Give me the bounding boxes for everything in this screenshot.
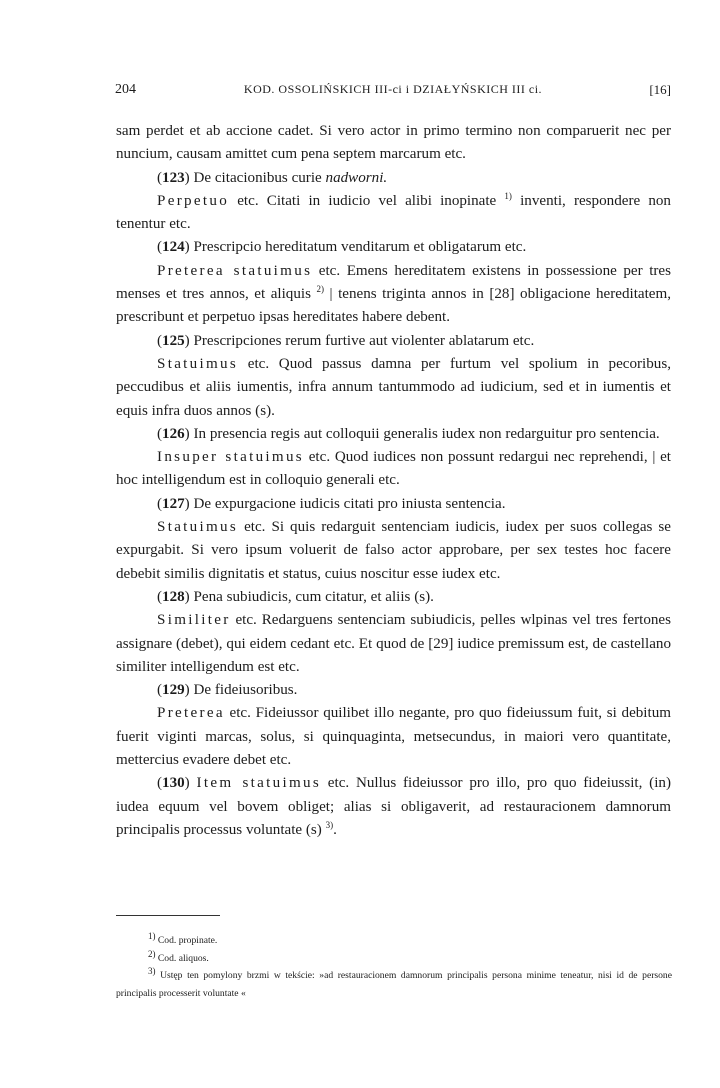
- article-128-heading: (128) Pena subiudicis, cum citatur, et aliis (s).: [157, 588, 434, 605]
- article-125-heading: (125) Prescripciones rerum furtive aut violenter ablatarum etc.: [157, 332, 535, 349]
- footnotes: [116, 932, 672, 1002]
- footnote-1: 1) Cod. propinate.: [148, 930, 218, 946]
- signature-mark: [16]: [649, 82, 671, 97]
- article-128-text: Similiter etc. Redarguens sentenciam subiudicis, pelles wlpinas vel tres fertones assignare (debet), qui eidem cedant etc. Et quod de [29] iudice premissum est, de castellano similiter intelligendum est etc.: [116, 612, 671, 675]
- article-123-heading: (123) De citacionibus curie nadworni.: [157, 169, 388, 186]
- article-number: 123: [162, 169, 185, 186]
- footnote-ref: 1): [504, 190, 512, 201]
- article-126-text: Insuper statuimus etc. Quod iudices non possunt redargui nec reprehendi, | et hoc intelligendum est in colloquio generali etc.: [116, 449, 671, 489]
- article-number: 126: [162, 425, 185, 442]
- running-title: KOD. OSSOLIŃSKICH III-ci i DZIAŁYŃSKICH III ci.: [243, 82, 543, 96]
- article-129-text: Preterea etc. Fideiussor quilibet illo negante, pro quo fideiussum fuit, si debitum fuerit viginti marcas, solus, si quinquaginta, metsecundus, in maiori vero quantitate, mettercius evadere debet etc.: [116, 705, 671, 769]
- article-number: 127: [162, 495, 185, 512]
- main-text: [116, 120, 671, 842]
- article-number: 124: [162, 239, 185, 256]
- footnote-3: 3) Ustęp ten pomylony brzmi w tekście: »ad restauracionem damnorum principalis persona minime teneatur, nisi id de persone principalis processerit voluntate «: [116, 966, 672, 999]
- running-header: [115, 82, 671, 102]
- paragraph-continuation: sam perdet et ab accione cadet. Si vero actor in primo termino non comparuerit nec per nuncium, causam amittet cum pena septem marcarum etc.: [116, 123, 671, 163]
- article-124-text: Preterea statuimus etc. Emens hereditatem existens in possessione per tres menses et tres annos, et aliquis $^{2)}$ | tenens triginta annos in [28] obligacione hereditatem, prescribunt et perpetuo ipsas hereditates habere debent.: [116, 262, 671, 326]
- article-124-heading: (124) Prescripcio hereditatum venditarum et obligatarum etc.: [157, 239, 527, 256]
- article-129-heading: (129) De fideiusoribus.: [157, 682, 298, 699]
- article-number: 129: [162, 682, 185, 699]
- page-number: 204: [115, 82, 136, 97]
- footnote-separator: [116, 915, 220, 916]
- article-number: 125: [162, 332, 185, 349]
- article-125-text: Statuimus etc. Quod passus damna per furtum vel spolium in pecoribus, peccudibus et aliis iumentis, infra annum tantummodo ad iudicium, sed et in iumentis et equis infra duos annos (s).: [116, 355, 671, 419]
- article-127-text: Statuimus etc. Si quis redarguit sentenciam iudicis, iudex per suos collegas se expurgabit. Si vero ipsum voluerit de falso actor approbare, per sex testes hoc facere debebit similis dignitatis et status, cuius noscitur esse iudex etc.: [116, 519, 671, 582]
- footnote-ref: 2): [316, 284, 324, 295]
- article-number: 128: [162, 588, 185, 605]
- article-127-heading: (127) De expurgacione iudicis citati pro iniusta sentencia.: [157, 495, 506, 512]
- footnote-ref: 3): [325, 819, 334, 830]
- article-126-heading: (126) In presencia regis aut colloquii generalis iudex non redarguitur pro sentencia.: [157, 425, 660, 442]
- article-130-text: (130) Item statuimus etc. Nullus fideiussor pro illo, pro quo fideiussit, (in) iudea equum vel bovem obliget; alias si obligaverit, ad restauracionem damnorum principalis processus voluntate (s) $^{3)}$.: [116, 775, 671, 838]
- article-123-text: Perpetuo etc. Citati in iudicio vel alibi inopinate $^{1)}$ inventi, respondere non tenentur etc.: [116, 190, 671, 233]
- article-number: 130: [162, 775, 185, 792]
- footnote-2: 2) Cod. aliquos.: [148, 948, 209, 964]
